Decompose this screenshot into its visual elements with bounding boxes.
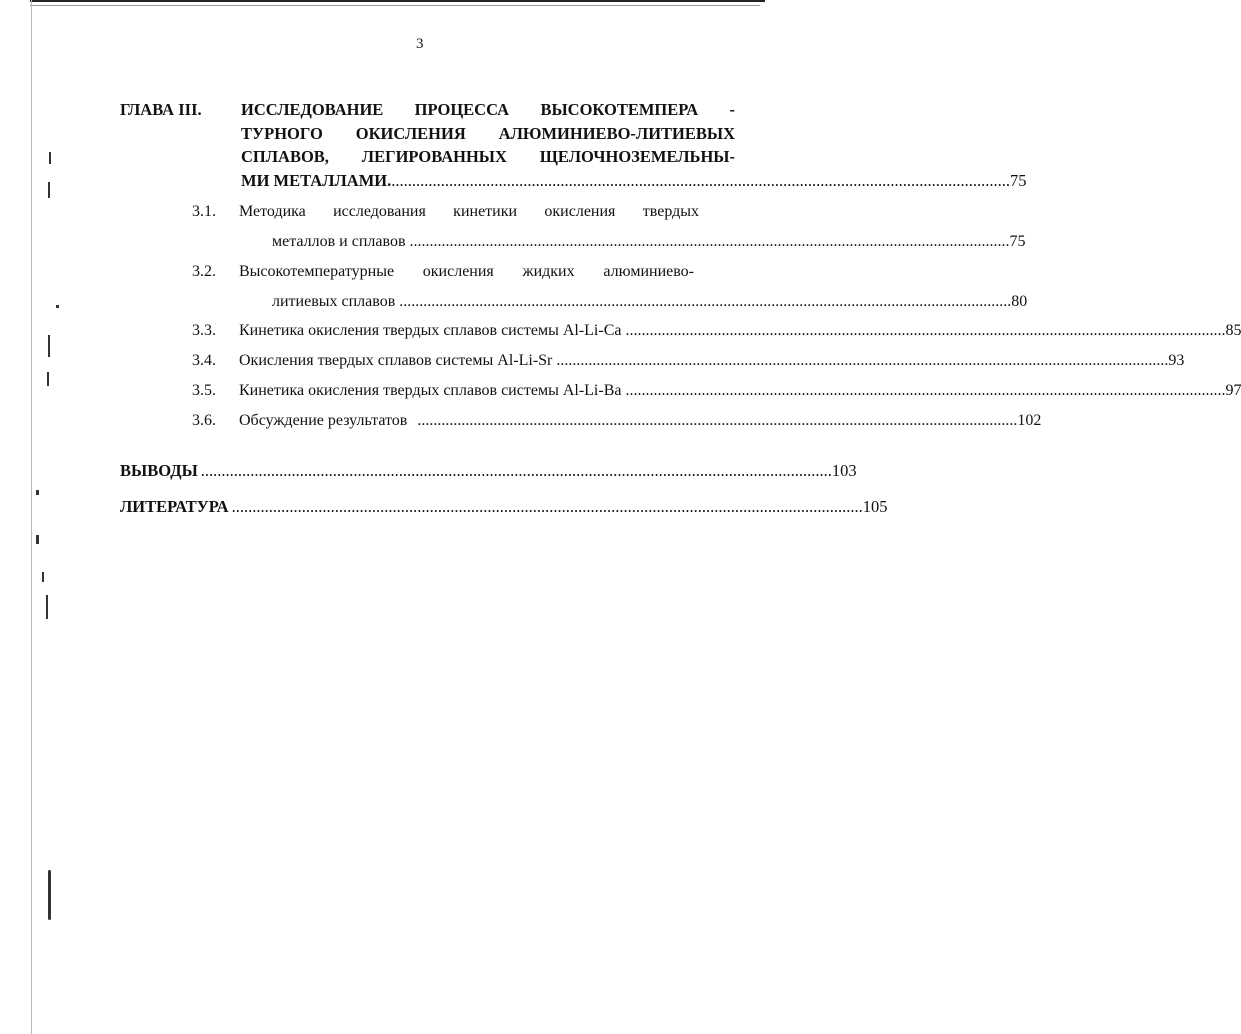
toc-item-page: 102: [1017, 412, 1042, 429]
dot-leader: ......................................................................................................................................................: [200, 461, 820, 480]
toc-item-title: Кинетика окисления твердых сплавов системы Al-Li-Ba: [239, 382, 622, 399]
scan-mark: [46, 595, 48, 619]
scan-mark: [36, 490, 39, 495]
scan-mark: [49, 152, 51, 164]
toc-item-title: Методика исследования кинетики окисления твердых: [239, 203, 699, 220]
chapter-label: ГЛАВА III.: [120, 100, 202, 119]
toc-item-title: Высокотемпературные окисления жидких алюминиево-: [239, 263, 694, 280]
toc-item-page: 85: [1225, 322, 1241, 339]
toc-item: [192, 351, 1185, 373]
scan-bracket: [48, 870, 51, 920]
scan-mark: [48, 182, 50, 198]
scan-mark: [56, 305, 59, 308]
toc-item-title: Окисления твердых сплавов системы Al-Li-Sr: [239, 352, 553, 369]
toc-item-continuation: [272, 292, 1028, 312]
dot-leader: ......................................................................................................................................................: [409, 233, 1010, 250]
chapter-title-line: СПЛАВОВ, ЛЕГИРОВАННЫХ ЩЕЛОЧНОЗЕМЕЛЬНЫ-: [241, 147, 735, 166]
toc-section-page: ...103: [819, 461, 857, 480]
toc-item-number: 3.2.: [192, 263, 216, 280]
chapter-title-line: ТУРНОГО ОКИСЛЕНИЯ АЛЮМИНИЕВО-ЛИТИЕВЫХ: [241, 123, 735, 143]
scan-mark: [48, 335, 50, 357]
scan-edge-left: [31, 0, 32, 1034]
toc-item: [192, 321, 1241, 343]
chapter-title: [241, 98, 1027, 192]
toc-item: [192, 202, 1026, 252]
dot-leader: ......................................................................................................................................................: [399, 293, 1000, 310]
toc-item: [192, 262, 1028, 312]
toc-item-title-cont: металлов и сплавов: [272, 233, 406, 250]
toc-item-number: 3.5.: [192, 382, 216, 399]
toc-section-label: ЛИТЕРАТУРА: [120, 497, 229, 516]
toc-item-line: [239, 381, 1241, 401]
toc-item: [192, 381, 1241, 403]
page-number: 3: [416, 36, 424, 52]
dot-leader: ......................................................................................................................................................: [556, 352, 1157, 369]
toc-section: [120, 461, 857, 481]
toc-item-number: 3.6.: [192, 412, 216, 429]
toc-section: [120, 497, 888, 517]
chapter-title-last-line: [241, 169, 1027, 193]
toc-item-page: ...80: [999, 293, 1028, 310]
scan-mark: [47, 372, 49, 386]
toc-item-number: 3.1.: [192, 203, 216, 220]
scan-mark: [36, 535, 39, 544]
toc-item-line: [239, 321, 1241, 341]
toc-item: [192, 411, 1042, 433]
toc-item-page: 97: [1225, 382, 1241, 399]
toc-item-page: 75: [1009, 233, 1026, 250]
dot-leader: ......................................................................................................................................................: [625, 322, 1226, 339]
toc-item-line: [239, 411, 1042, 431]
dot-leader: ......................................................................................................................................................: [625, 382, 1226, 399]
toc-section-page: ...105: [850, 497, 888, 516]
dot-leader: ......................................................................................................................................................: [391, 170, 1010, 190]
chapter-page: 75: [1010, 170, 1027, 190]
dot-leader: ......................................................................................................................................................: [231, 497, 851, 516]
scan-edge-top-faint: [30, 5, 760, 6]
toc-item-line: [239, 351, 1185, 371]
toc-item-page: ...93: [1156, 352, 1185, 369]
toc-item-title-cont: литиевых сплавов: [272, 293, 396, 310]
chapter-title-line: МИ МЕТАЛЛАМИ.: [241, 170, 392, 190]
dot-leader: ......................................................................................................................................................: [417, 412, 1018, 429]
scan-mark: [42, 572, 44, 582]
toc-item-continuation: [272, 232, 1026, 252]
toc-item-number: 3.3.: [192, 322, 216, 339]
toc-item-title: Обсуждение результатов: [239, 412, 408, 429]
chapter-title-line: ИССЛЕДОВАНИЕ ПРОЦЕССА ВЫСОКОТЕМПЕРА -: [241, 100, 735, 119]
scan-edge-top: [30, 0, 765, 2]
toc-item-title: Кинетика окисления твердых сплавов системы Al-Li-Ca: [239, 322, 622, 339]
toc-item-number: 3.4.: [192, 352, 216, 369]
toc-section-label: ВЫВОДЫ: [120, 461, 198, 480]
